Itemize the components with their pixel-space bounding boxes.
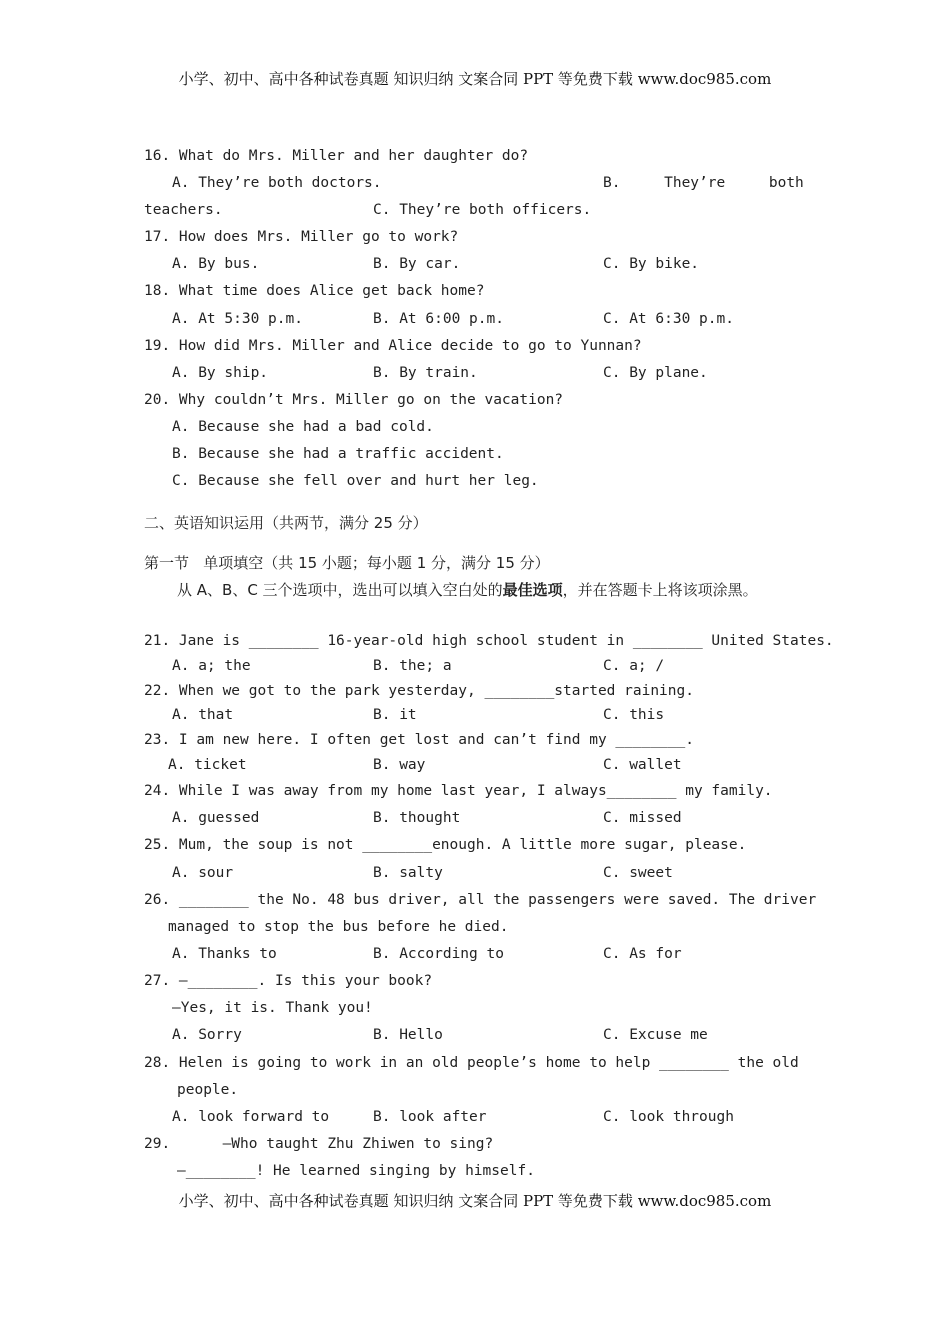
q19-option-b: B. By train.: [373, 365, 478, 381]
q28-option-a: A. look forward to: [172, 1109, 330, 1125]
q24-option-c: C. missed: [603, 810, 682, 826]
q26-option-b: B. According to: [373, 946, 504, 962]
question-28: 28. Helen is going to work in an old people’s home to help ________ the old: [144, 1055, 799, 1071]
question-21: 21. Jane is ________ 16-year-old high school student in ________ United States.: [144, 633, 834, 649]
question-18: 18. What time does Alice get back home?: [144, 283, 485, 299]
q20-option-c: C. Because she fell over and hurt her leg.: [172, 473, 539, 489]
q18-option-b: B. At 6:00 p.m.: [373, 311, 504, 327]
question-27-reply: —Yes, it is. Thank you!: [172, 1000, 373, 1016]
q16-option-c: C. They’re both officers.: [373, 202, 592, 218]
q28-option-c: C. look through: [603, 1109, 734, 1125]
q16-option-b-cont: teachers.: [144, 202, 223, 218]
section-2-title: 二、英语知识运用（共两节，满分 25 分）: [144, 514, 428, 532]
q23-option-c: C. wallet: [603, 757, 682, 773]
question-28-cont: people.: [177, 1082, 239, 1098]
q17-option-b: B. By car.: [373, 256, 461, 272]
page-footer: 小学、初中、高中各种试卷真题 知识归纳 文案合同 PPT 等免费下载 www.doc985.com: [178, 1192, 772, 1210]
q27-option-a: A. Sorry: [172, 1027, 242, 1043]
question-26: 26. ________ the No. 48 bus driver, all the passengers were saved. The driver: [144, 892, 817, 908]
question-29-reply: —________! He learned singing by himself.: [177, 1163, 535, 1179]
q16-option-b: B. They’re both: [603, 175, 804, 191]
q27-option-b: B. Hello: [373, 1027, 443, 1043]
q23-option-a: A. ticket: [168, 757, 247, 773]
q22-option-b: B. it: [373, 707, 417, 723]
q18-option-a: A. At 5:30 p.m.: [172, 311, 303, 327]
q16-option-a: A. They’re both doctors.: [172, 175, 382, 191]
q23-option-b: B. way: [373, 757, 426, 773]
question-26-cont: managed to stop the bus before he died.: [168, 919, 509, 935]
instructions: 从 A、B、C 三个选项中，选出可以填入空白处的最佳选项，并在答题卡上将该项涂黑。: [177, 581, 758, 599]
q27-option-c: C. Excuse me: [603, 1027, 708, 1043]
q19-option-a: A. By ship.: [172, 365, 269, 381]
part-1-title: 第一节 单项填空（共 15 小题；每小题 1 分，满分 15 分）: [144, 554, 550, 572]
question-23: 23. I am new here. I often get lost and can’t find my ________.: [144, 732, 694, 748]
q21-option-b: B. the; a: [373, 658, 452, 674]
question-16: 16. What do Mrs. Miller and her daughter do?: [144, 148, 529, 164]
q26-option-c: C. As for: [603, 946, 682, 962]
q20-option-a: A. Because she had a bad cold.: [172, 419, 434, 435]
question-22: 22. When we got to the park yesterday, ________started raining.: [144, 683, 694, 699]
question-24: 24. While I was away from my home last year, I always________ my family.: [144, 783, 773, 799]
question-20: 20. Why couldn’t Mrs. Miller go on the vacation?: [144, 392, 564, 408]
question-17: 17. How does Mrs. Miller go to work?: [144, 229, 459, 245]
q20-option-b: B. Because she had a traffic accident.: [172, 446, 504, 462]
q21-option-a: A. a; the: [172, 658, 251, 674]
page-header: 小学、初中、高中各种试卷真题 知识归纳 文案合同 PPT 等免费下载 www.doc985.com: [178, 70, 772, 88]
q24-option-a: A. guessed: [172, 810, 260, 826]
q18-option-c: C. At 6:30 p.m.: [603, 311, 734, 327]
q17-option-a: A. By bus.: [172, 256, 260, 272]
q25-option-a: A. sour: [172, 865, 234, 881]
q24-option-b: B. thought: [373, 810, 461, 826]
q22-option-c: C. this: [603, 707, 665, 723]
question-19: 19. How did Mrs. Miller and Alice decide to go to Yunnan?: [144, 338, 642, 354]
q21-option-c: C. a; /: [603, 658, 665, 674]
q25-option-c: C. sweet: [603, 865, 673, 881]
q17-option-c: C. By bike.: [603, 256, 700, 272]
question-27: 27. —________. Is this your book?: [144, 973, 433, 989]
q25-option-b: B. salty: [373, 865, 443, 881]
q28-option-b: B. look after: [373, 1109, 487, 1125]
question-29: 29. —Who taught Zhu Zhiwen to sing?: [144, 1136, 494, 1152]
question-25: 25. Mum, the soup is not ________enough. A little more sugar, please.: [144, 837, 747, 853]
q19-option-c: C. By plane.: [603, 365, 708, 381]
q22-option-a: A. that: [172, 707, 234, 723]
q26-option-a: A. Thanks to: [172, 946, 277, 962]
